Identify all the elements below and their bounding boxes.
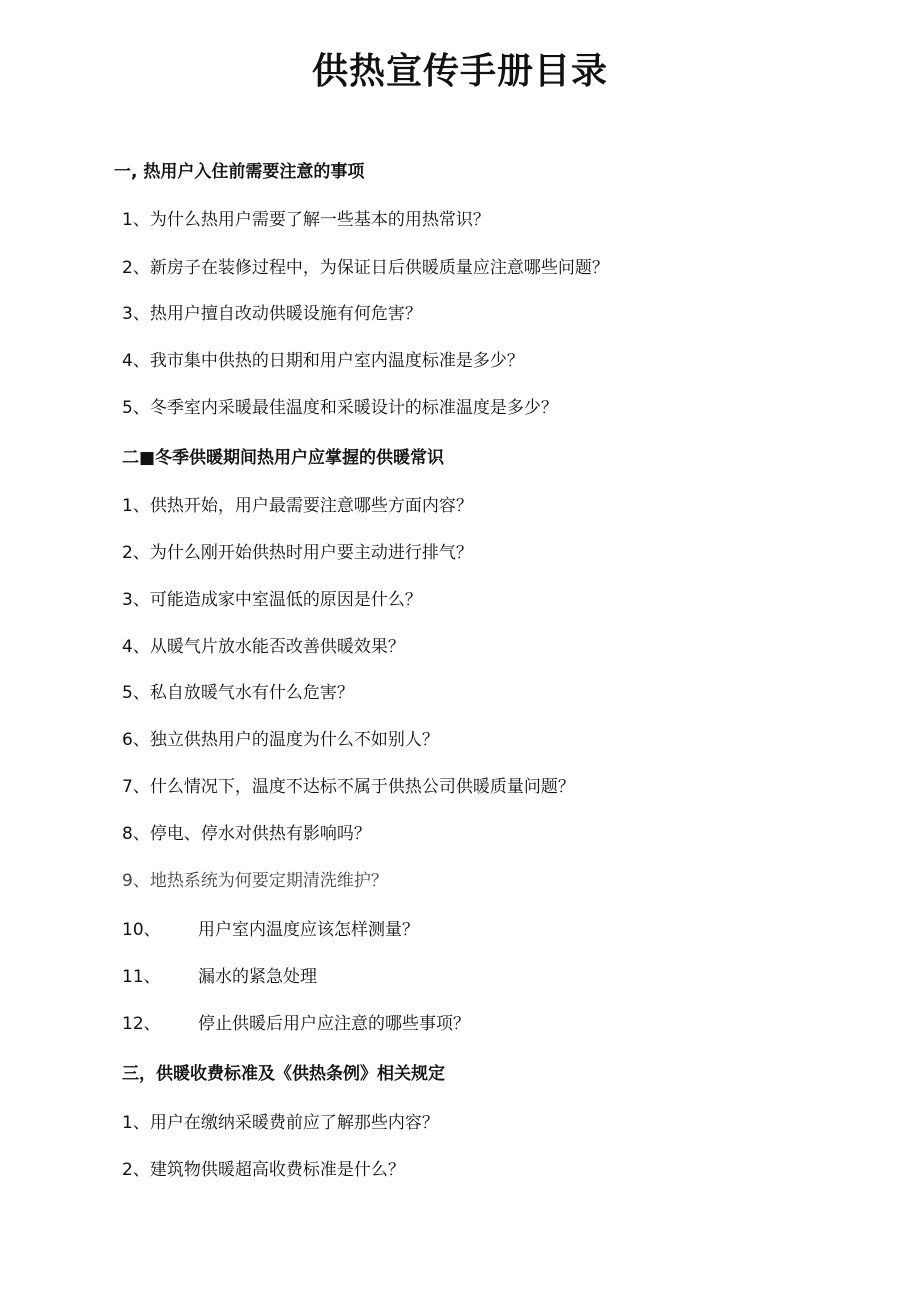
toc-item: 4、我市集中供热的日期和用户室内温度标准是多少？: [122, 351, 524, 371]
toc-item: 5、冬季室内采暖最佳温度和采暖设计的标准温度是多少？: [122, 398, 558, 418]
toc-item: 3、热用户擅自改动供暖设施有何危害？: [122, 304, 422, 324]
section-heading-2: 二■冬季供暖期间热用户应掌握的供暖常识: [122, 448, 445, 468]
toc-item-text: 停止供暖后用户应注意的哪些事项？: [198, 1014, 470, 1034]
toc-item: 3、可能造成家中室温低的原因是什么？: [122, 590, 422, 610]
toc-item: [122, 1012, 470, 1036]
section-heading-3: 三，供暖收费标准及《供热条例》相关规定: [122, 1064, 445, 1084]
toc-item-text: 漏水的紧急处理: [198, 967, 317, 987]
toc-item-text: 用户室内温度应该怎样测量？: [198, 920, 419, 940]
toc-item: 2、建筑物供暖超高收费标准是什么？: [122, 1160, 405, 1180]
section-heading-1: 一, 热用户入住前需要注意的事项: [114, 162, 365, 182]
toc-item: [122, 965, 317, 989]
toc-item: 5、私自放暖气水有什么危害？: [122, 683, 354, 703]
toc-item: 7、什么情况下，温度不达标不属于供热公司供暖质量问题？: [122, 777, 575, 797]
toc-item: 6、独立供热用户的温度为什么不如别人？: [122, 730, 439, 750]
toc-item: [122, 918, 419, 942]
toc-item-number: 10、: [122, 920, 161, 940]
toc-item: 8、停电、停水对供热有影响吗？: [122, 824, 371, 844]
toc-item: 4、从暖气片放水能否改善供暖效果？: [122, 637, 405, 657]
toc-item-number: 12、: [122, 1014, 161, 1034]
toc-item: 2、新房子在装修过程中，为保证日后供暖质量应注意哪些问题？: [122, 258, 609, 278]
toc-item: 1、用户在缴纳采暖费前应了解那些内容？: [122, 1113, 439, 1133]
toc-item: 1、供热开始，用户最需要注意哪些方面内容？: [122, 496, 473, 516]
toc-item: 9、地热系统为何要定期清洗维护？: [122, 871, 388, 891]
toc-item: 1、为什么热用户需要了解一些基本的用热常识？: [122, 210, 490, 230]
toc-item: 2、为什么刚开始供热时用户要主动进行排气？: [122, 543, 473, 563]
toc-item-number: 11、: [122, 967, 161, 987]
document-title: 供热宣传手册目录: [311, 51, 608, 92]
